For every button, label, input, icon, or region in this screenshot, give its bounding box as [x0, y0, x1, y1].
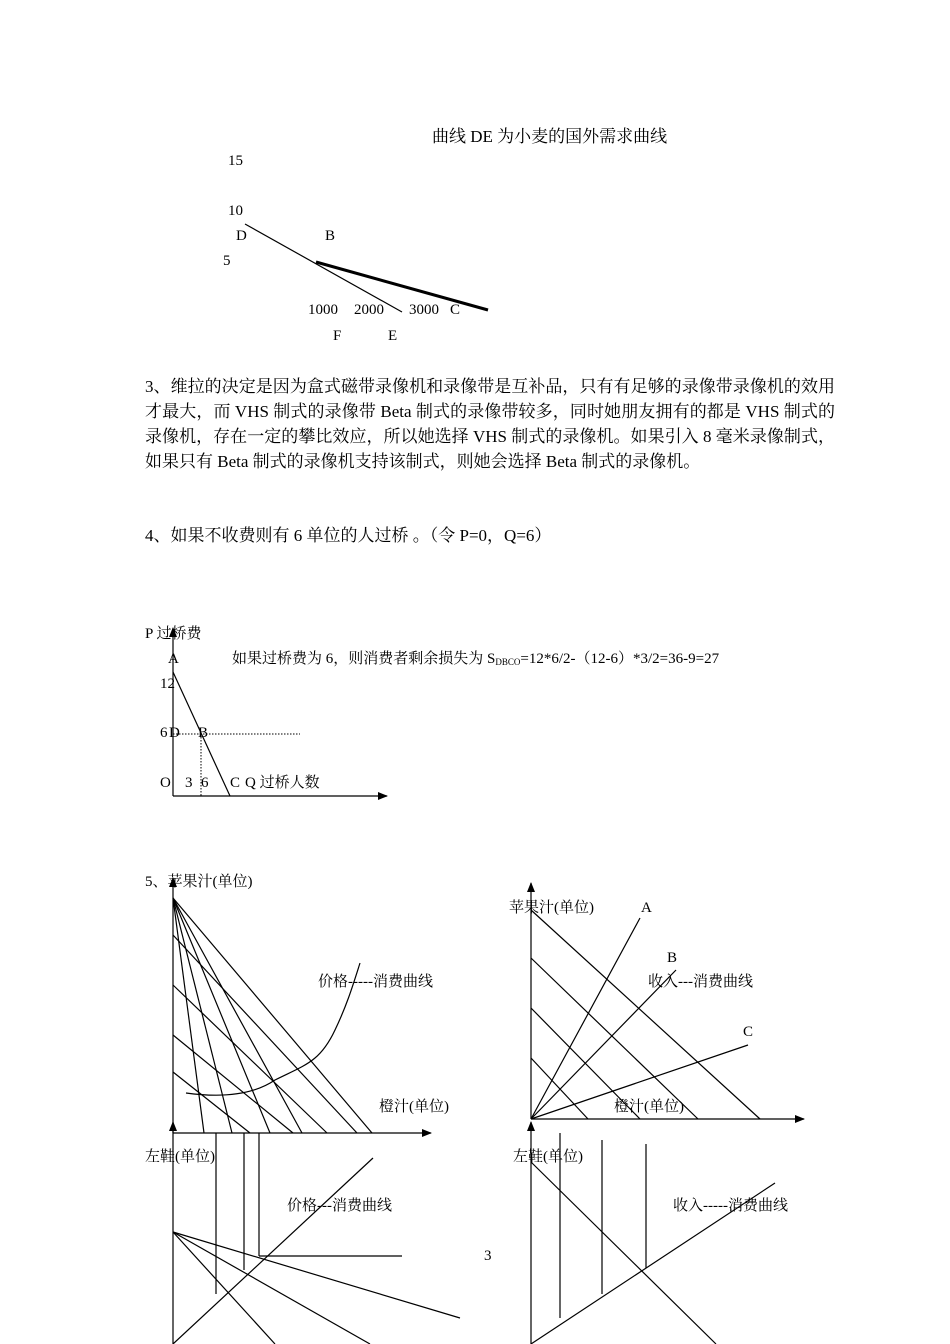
- fig5-left-bottom-label: 左鞋(单位): [145, 1149, 215, 1165]
- fig1-point-D: D: [236, 228, 247, 244]
- fig5-bottom-right-lines: [531, 1122, 775, 1344]
- fig5-right-bottom-label: 左鞋(单位): [513, 1149, 583, 1165]
- fig2-origin: O: [160, 775, 171, 791]
- fig1-x-tick-2000: 2000: [354, 302, 384, 318]
- fig1-x-tick-3000: 3000: [409, 302, 439, 318]
- expansion-path-A: [531, 918, 640, 1119]
- expansion-path-C: [531, 1045, 748, 1119]
- fig1-title: 曲线 DE 为小麦的国外需求曲线: [432, 127, 668, 146]
- fig5-left-curve-label: 价格-----消费曲线: [318, 974, 433, 990]
- budget-line: [173, 1232, 370, 1344]
- fig2-x-label: Q 过桥人数: [245, 775, 320, 791]
- fig1-point-C: C: [450, 302, 461, 318]
- fig5-left-top-label: 5、苹果汁(单位): [145, 874, 253, 890]
- budget-line: [173, 898, 270, 1133]
- fig2-note: 如果过桥费为 6，则消费者剩余损失为 $S_{DBCO}=12*6/2-(12-6)*3/2=36-9=27$: [232, 651, 720, 667]
- paragraph-3: 3、维拉的决定是因为盒式磁带录像机和录像带是互补品，只有有足够的录像带录像机的效用才最大，而 VHS 制式的录像带 Beta 制式的录像带较多，同时她朋友拥有的都是 VHS 制式的录像机，存在一定的攀比效应，所以她选择 VHS 制式的录像机。如果引入 8 毫米录像制式，如果只有 Beta 制式的录像机支持该制式，则她会选择 Beta 制式的录像机。: [145, 377, 835, 471]
- fig1-point-E: E: [388, 328, 398, 344]
- fig5-top-left-lines: [173, 878, 431, 1133]
- fig1-y-tick-5: 5: [223, 253, 231, 269]
- fig1-lines: [245, 224, 488, 312]
- fig5-bottom-left-lines: [173, 1122, 460, 1344]
- page-number: 3: [484, 1248, 492, 1264]
- fig5-top-right-lines: [531, 883, 804, 1119]
- fig5-right-x-label: 橙汁(单位): [614, 1099, 684, 1115]
- budget-line: [173, 1232, 275, 1344]
- fig5-left-x-label: 橙汁(单位): [379, 1099, 449, 1115]
- price-consumption-line: [173, 1158, 373, 1344]
- fig1-demand-line-DE: [245, 224, 402, 312]
- fig2-point-D: D: [169, 725, 180, 741]
- fig5-right-A: A: [641, 900, 652, 916]
- expansion-path-B: [531, 970, 676, 1119]
- budget-line: [173, 985, 327, 1133]
- fig5-left-bottom-curve: 价格---消费曲线: [287, 1198, 392, 1214]
- fig2-x-tick-6: 6: [201, 775, 209, 791]
- fig5-right-bottom-curve: 收入-----消费曲线: [673, 1198, 788, 1214]
- price-consumption-curve: [186, 963, 360, 1095]
- fig5-right-top-label: 苹果汁(单位): [509, 900, 594, 916]
- fig1-y-tick-10: 10: [228, 203, 243, 219]
- budget-line: [173, 898, 302, 1133]
- fig1-x-tick-1000: 1000: [308, 302, 338, 318]
- fig1-y-tick-15: 15: [228, 153, 243, 169]
- fig5-right-C: C: [743, 1024, 754, 1040]
- fig2-lines: [173, 628, 387, 796]
- paragraph-4: 4、如果不收费则有 6 单位的人过桥 。（令 P=0，Q=6）: [145, 526, 552, 545]
- fig2-point-A: A: [168, 651, 179, 667]
- budget-line: [173, 1072, 250, 1133]
- fig2-x-tick-3: 3: [185, 775, 193, 791]
- fig2-point-B: B: [198, 725, 209, 741]
- income-consumption-line: [531, 1183, 775, 1344]
- budget-line: [531, 910, 760, 1119]
- fig1-point-F: F: [333, 328, 342, 344]
- fig2-tick-12: 12: [160, 676, 175, 692]
- fig2-tick-6: 6: [160, 725, 168, 741]
- fig5-right-curve-label: 收入---消费曲线: [648, 974, 753, 990]
- budget-line: [531, 958, 698, 1119]
- fig2-point-C: C: [230, 775, 241, 791]
- fig1-bold-line-BC: [316, 262, 488, 310]
- fig2-y-label: P 过桥费: [145, 626, 202, 642]
- fig5-right-B: B: [667, 950, 678, 966]
- budget-line: [531, 1162, 716, 1344]
- budget-line: [173, 898, 204, 1133]
- fig1-point-B: B: [325, 228, 336, 244]
